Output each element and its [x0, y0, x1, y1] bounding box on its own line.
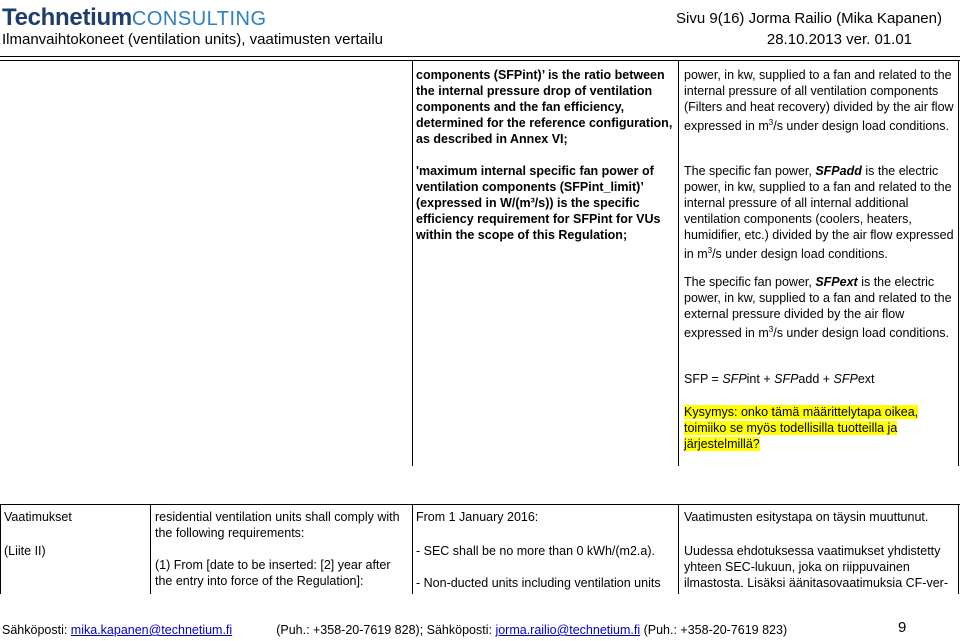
current-requirement-date: (1) From [date to be inserted: [2] year after the entry into force of the Regulation]: [155, 558, 391, 588]
table-divider-left [412, 61, 413, 466]
document-subtitle: Ilmanvaihtokoneet (ventilation units), vaatimusten vertailu [2, 31, 384, 48]
page-info: Sivu 9(16) Jorma Railio (Mika Kapanen) [676, 10, 942, 27]
date-version: 28.10.2013 ver. 01.01 [766, 31, 912, 48]
definition-sfpext: The specific fan power, SFPext is the electric power, in kw, supplied to a fan and related to the external pressure divided by the air flow expressed in $m^3/s$ under design load conditions. [684, 275, 952, 341]
definition-sfp-total: power, in kw, supplied to a fan and related to the internal pressure of all ventilation components (Filters and heat recovery) divided by the air flow expressed in $m^3/s$ under design load conditions. [684, 68, 954, 134]
page-number: 9 [898, 619, 907, 636]
lower-divider-2 [150, 504, 151, 594]
email-link-mika[interactable]: mika.kapanen@technetium.fi [70, 623, 233, 637]
requirements-label: Vaatimukset [4, 510, 72, 524]
email-link-jorma[interactable]: jorma.railio@technetium.fi [495, 623, 641, 637]
proposal-nonducted: - Non-ducted units including ventilation units [416, 576, 661, 590]
comment-sec: Uudessa ehdotuksessa vaatimukset yhdistetty yhteen SEC-lukuun, joka on riippuvainen ilmastosta. Lisäksi äänitasovaatimuksia CF-ver- [684, 544, 948, 590]
footer-contacts: Sähköposti: mika.kapanen@technetium.fi (Puh.: +358-20-7619 828); Sähköposti: jorma.railio@technetium.fi (Puh.: +358-20-7619 823) [2, 623, 788, 637]
header-rule-2 [0, 60, 960, 61]
annex-label: (Liite II) [4, 544, 46, 558]
current-requirement-intro: residential ventilation units shall comply with the following requirements: [155, 510, 400, 540]
lower-divider-3 [412, 504, 413, 594]
proposal-date: From 1 January 2016: [416, 510, 539, 524]
logo-consulting: CONSULTING [131, 8, 267, 30]
comment-change: Vaatimusten esitystapa on täysin muuttunut. [684, 510, 929, 524]
table-divider-right [958, 61, 959, 466]
header-rule [0, 56, 960, 57]
definition-sfpadd: The specific fan power, SFPadd is the electric power, in kw, supplied to a fan and related to the internal pressure of all internal additional ventilation components (coolers, heaters, humidifier, etc.) divided by the air flow expressed in $m^3/s$ under design load conditions. [684, 164, 954, 262]
lower-divider-4 [678, 504, 679, 594]
lower-divider-1 [0, 504, 1, 594]
table-divider-mid [678, 61, 679, 466]
sfp-formula: SFP = SFPint + SFPadd + SFPext [684, 372, 875, 386]
definition-sfpint: components (SFPint)’ is the ratio between the internal pressure drop of ventilation components and the fan efficiency, determined for the reference configuration, as described in Annex VI; [416, 68, 673, 146]
proposal-sec: - SEC shall be no more than 0 kWh/(m2.a). [416, 544, 655, 558]
logo-wordmark: Technetium [2, 4, 132, 31]
review-question: Kysymys: onko tämä määrittelytapa oikea, toimiiko se myös todellisilla tuotteilla ja järjestelmillä? [684, 405, 919, 451]
lower-table-top-rule [0, 504, 960, 505]
company-logo [2, 4, 267, 32]
lower-divider-5 [958, 504, 959, 594]
definition-sfpint-limit: 'maximum internal specific fan power of ventilation components (SFPint_limit)’ (expressed in W/(m³/s)) is the specific efficiency requirement for SFPint for VUs within the scope of this Regulation; [416, 164, 661, 242]
